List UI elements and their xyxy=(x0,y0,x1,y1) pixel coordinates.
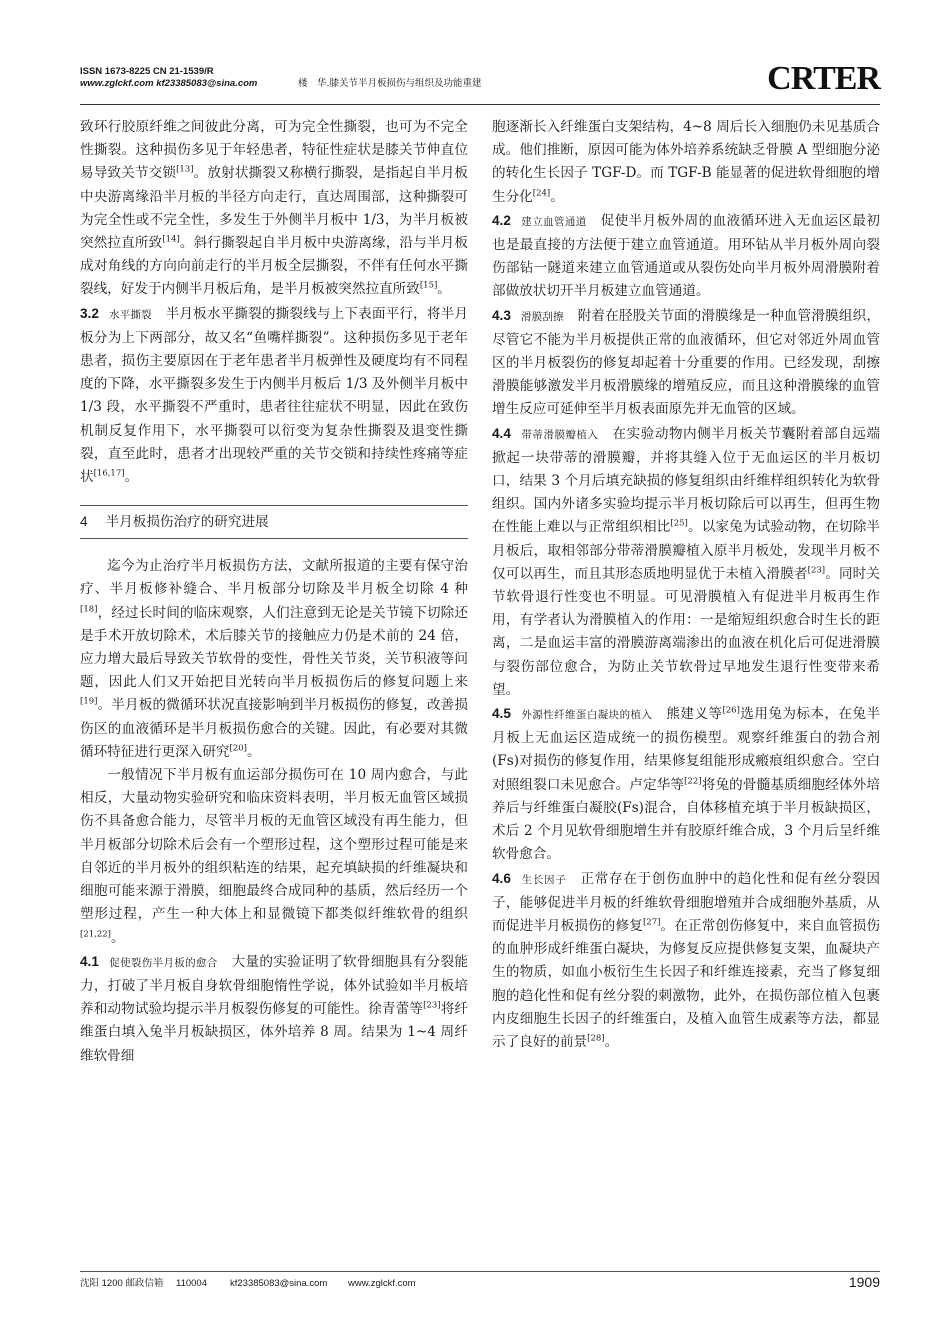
citation: [14] xyxy=(162,234,180,245)
paragraph-tear-types: 致环行胶原纤维之间彼此分离，可为完全性撕裂，也可为不完全性撕裂。这种损伤多见于年轻患者，特征性症状是膝关节伸直位易导致关节交锁[13]。放射状撕裂又称横行撕裂，是指起自半月板中央游离缘沿半月板的半径方向走行，直达周围部，这种撕裂可为完全性或不完全性，多发生于外侧半月板中 1/3，为半月板被突然拉直所致[14]。斜行撕裂起自半月板中央游离缘，沿与半月板成对角线的方向向前走行的半月板全层撕裂，不伴有任何水平撕裂线，好发于内侧半月板后角，是半月板被突然拉直所致[15]。 xyxy=(80,119,469,298)
subsection-4-1: 4.1 促使裂伤半月板的愈合 大量的实验证明了软骨细胞具有分裂能力，打破了半月板自身软骨细胞惰性学说，体外试验如半月板培养和动物试验均提示半月板裂伤修复的可能性。徐青蕾等[23]将纤维蛋白填入兔半月板缺损区，体外培养 8 周。结果为 1~4 周纤维软骨细 xyxy=(80,953,469,1064)
subsection-number: 4.5 xyxy=(492,706,511,722)
subsection-title: 生长因子 xyxy=(520,873,567,886)
subsection-title: 带蒂滑膜瓣植入 xyxy=(520,428,599,441)
citation: [18] xyxy=(80,604,98,615)
footer-web: www.zglckf.com xyxy=(348,1278,416,1289)
footer-postcode: 110004 xyxy=(176,1278,207,1289)
section-number: 4 xyxy=(80,514,88,530)
citation: [23] xyxy=(807,565,826,576)
footer-address: 沈阳 1200 邮政信箱 xyxy=(80,1278,164,1289)
issn-line: ISSN 1673-8225 CN 21-1539/R xyxy=(80,66,214,77)
citation: [15] xyxy=(419,280,438,291)
header-rule xyxy=(80,104,880,105)
footer-email: kf23385083@sina.com xyxy=(230,1278,328,1289)
page-number: 1909 xyxy=(848,1274,880,1290)
paragraph-continued: 胞逐渐长入纤维蛋白支架结构，4~8 周后长入细胞仍未见基质合成。他们推断，原因可能为体外培养系统缺乏骨膜 A 型细胞分泌的转化生长因子 TGF-D。而 TGF-B 能显著的促进软骨细胞的增生分化[24]。 xyxy=(492,119,880,205)
subsection-number: 4.2 xyxy=(492,212,511,228)
subsection-number: 4.6 xyxy=(492,870,511,886)
crter-logo: CRTER xyxy=(767,60,880,97)
subsection-4-4: 4.4 带蒂滑膜瓣植入 在实验动物内侧半月板关节囊附着部自远端掀起一块带蒂的滑膜瓣，并将其缝入位于无血运区的半月板切口，结果 3 个月后填充缺损的修复组织由纤维样组织转化为软骨组织。国内外诸多实验均提示半月板切除后可以再生，但再生物在性能上难以与正常组织相比[25]。以家兔为试验动物，在切除半月板后，取相邻部分带蒂滑膜瓣植入原半月板处，发现半月板不仅可以再生，而且其形态质地明显优于未植入滑膜者[23]。同时关节软骨退行性变也不明显。可见滑膜植入有促进半月板再生作用，有学者认为滑膜植入的作用：一是缩短组织愈合时生长的距离，二是血运丰富的滑膜游离端渗出的血液在机化后可促进滑膜与裂伤部位愈合，为防止关节软骨过早地发生退行性变带来希望。 xyxy=(492,425,881,698)
citation: [25] xyxy=(670,518,688,529)
citation: [28] xyxy=(587,1033,605,1044)
journal-web-line: www.zglckf.com kf23385083@sina.com xyxy=(80,78,258,89)
subsection-title: 建立血管通道 xyxy=(520,215,587,228)
citation: [16,17] xyxy=(93,468,125,479)
paragraph-healing: 一般情况下半月板有血运部分损伤可在 10 周内愈合，与此相反，大量动物实验研究和临床资料表明，半月板无血管区域损伤不具备愈合能力，尽管半月板的无血管区域没有再生能力，但半月板部分切除术后会有一个塑形过程，这个塑形过程可能是来自邻近的半月板外的组织粘连的结果，起充填缺损的纤维凝块和细胞可能来源于滑膜，细胞最终合成同种的基质，然后经历一个塑形过程，产生一种大体上和显微镜下都类似纤维软骨的组织[21,22]。 xyxy=(80,767,468,946)
section-title: 半月板损伤治疗的研究进展 xyxy=(105,514,269,531)
running-title: 楼 华.膝关节半月板损伤与组织及功能重建 xyxy=(298,78,482,89)
citation: [26] xyxy=(722,705,740,716)
citation: [21,22] xyxy=(80,928,111,939)
page-footer xyxy=(80,1276,880,1292)
citation: [13] xyxy=(176,164,194,175)
subsection-title: 水平撕裂 xyxy=(108,308,152,321)
subsection-title: 滑膜刮擦 xyxy=(520,310,564,323)
footer-rule xyxy=(80,1271,880,1272)
subsection-number: 4.3 xyxy=(492,307,511,323)
subsection-number: 4.1 xyxy=(80,953,99,969)
subsection-title: 外源性纤维蛋白凝块的植入 xyxy=(520,709,653,722)
citation: [22] xyxy=(684,776,702,787)
subsection-number: 3.2 xyxy=(80,305,99,321)
subsection-4-5: 4.5 外源性纤维蛋白凝块的植入 熊建义等[26]选用兔为标本，在兔半月板上无血运区造成统一的损伤模型。观察纤维蛋白的勃合剂(Fs)对损伤的修复作用，结果修复组能形成瘢痕组织愈合。空白对照组裂口未见愈合。卢定华等[22]将兔的骨髓基质细胞经体外培养后与纤维蛋白凝胶(Fs)混合，自体移植充填于半月板缺损区，术后 2 个月见软骨细胞增生并有胶原纤维合成，3 个月后呈纤维软骨愈合。 xyxy=(492,705,881,863)
section-heading-4 xyxy=(80,505,468,539)
paragraph-treatment-overview: 迄今为止治疗半月板损伤方法，文献所报道的主要有保守治疗、半月板修补缝合、半月板部分切除及半月板全切除 4 种[18]，经过长时间的临床观察，人们注意到无论是关节镜下切除还是手术开放切除术，术后膝关节的接触应力仍是术前的 24 倍，应力增大最后导致关节软骨的变性，骨性关节炎，关节积液等问题，因此人们又开始把目光转向半月板损伤后的修复问题上来[19]。半月板的微循环状况直接影响到半月板损伤的修复，改善损伤区的血液循环是半月板损伤愈合的关键。因此，有必要对其微循环特征进行更深入研究[20]。 xyxy=(80,558,468,760)
citation: [20] xyxy=(229,743,247,754)
citation: [19] xyxy=(80,696,98,707)
right-column xyxy=(492,116,880,1054)
subsection-title: 促使裂伤半月板的愈合 xyxy=(108,956,218,969)
citation: [27] xyxy=(642,917,661,928)
subsection-4-3: 4.3 滑膜刮擦 附着在胫股关节面的滑膜缘是一种血管滑膜组织，尽管它不能为半月板提供正常的血液循环，但它对邻近外周血管区的半月板裂伤的修复却起着十分重要的作用。已经发现，刮擦滑膜能够激发半月板滑膜缘的增殖反应，而且这种滑膜缘的血管增生反应可延伸至半月板表面原先并无血管的区域。 xyxy=(492,307,881,418)
subsection-3-2: 3.2 水平撕裂 半月板水平撕裂的撕裂线与上下表面平行，将半月板分为上下两部分，故又名“鱼嘴样撕裂”。这种损伤多见于老年患者，损伤主要原因在于老年患者半月板弹性及硬度均有不同程度的下降，水平撕裂多发生于内侧半月板后 1/3 及外侧半月板中 1/3 段，水平撕裂不严重时，患者往往症状不明显，因此在致伤机制反复作用下，水平撕裂可以衍变为复杂性撕裂及退变性撕裂，直至此时，患者才出现较严重的关节交锁和持续性疼痛等症状[16,17]。 xyxy=(80,305,469,486)
subsection-4-2: 4.2 建立血管通道 促使半月板外周的血液循环进入无血运区最初也是最直接的方法便于建立血管通道。用环钻从半月板外周向裂伤部钻一隧道来建立血管通道或从裂伤处向半月板外周滑膜附着部做放状切开半月板建立血管通道。 xyxy=(492,212,881,300)
citation: [23] xyxy=(423,1000,441,1011)
subsection-4-6: 4.6 生长因子 正常存在于创伤血肿中的趋化性和促有丝分裂因子，能够促进半月板的纤维软骨细胞增殖并合成细胞外基质，从而促进半月板损伤的修复[27]。在正常创伤修复中，来自血管损伤的血肿形成纤维蛋白凝块，为修复反应提供修复支架，血凝块产生的物质，如血小板衍生生长因子和纤维连接素，充当了修复细胞的趋化性和促有丝分裂的刺激物，此外，在损伤部位植入包裹内皮细胞生长因子的纤维蛋白，及植入血管生成素等方法，都显示了良好的前景[28]。 xyxy=(492,870,881,1050)
left-column xyxy=(80,116,468,1068)
page-header xyxy=(80,60,880,106)
subsection-number: 4.4 xyxy=(492,425,511,441)
citation: [24] xyxy=(532,188,551,199)
